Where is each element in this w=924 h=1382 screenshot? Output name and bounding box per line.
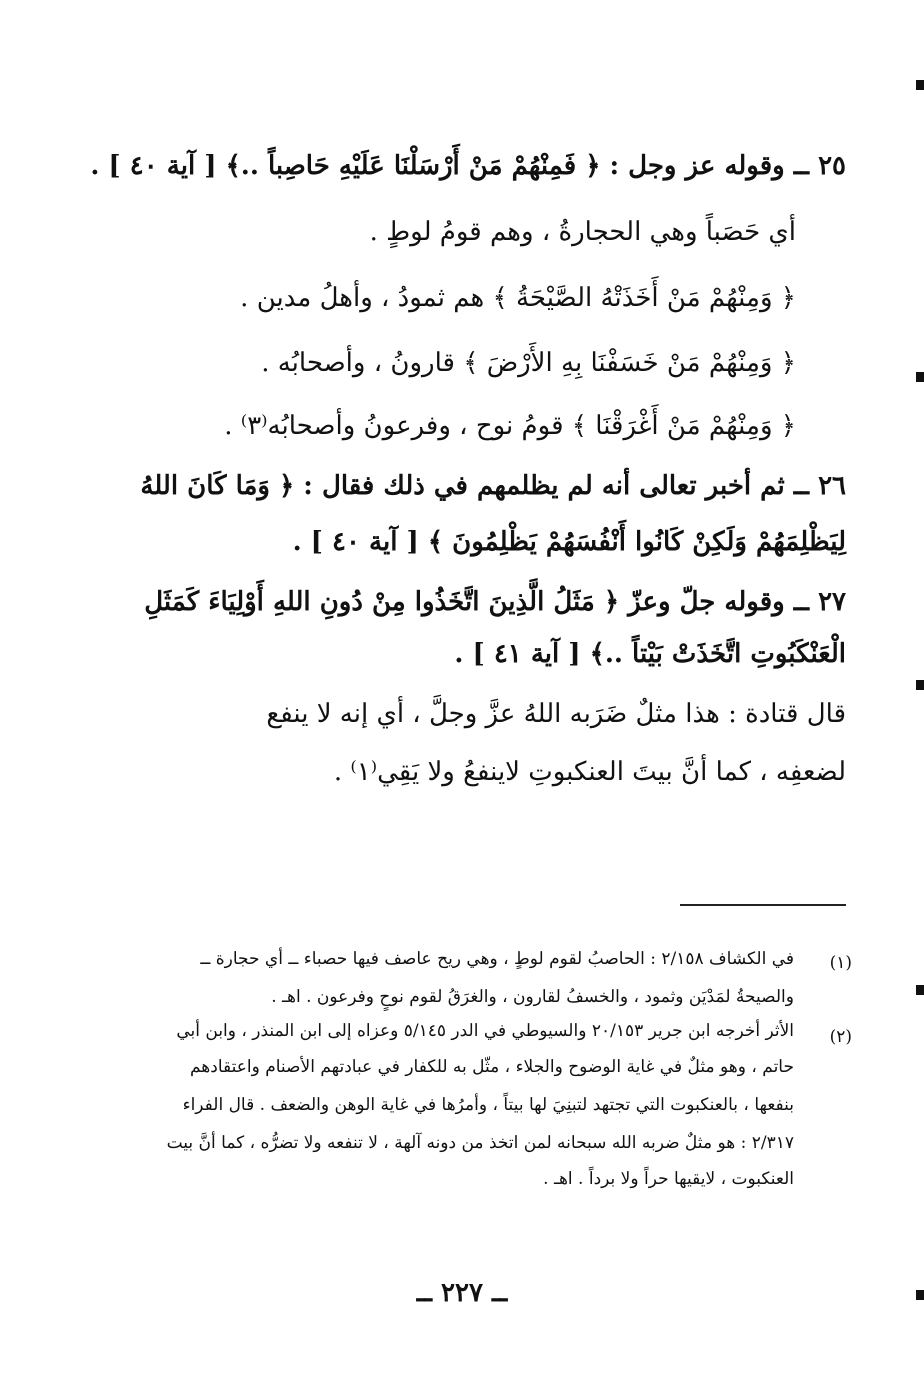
footnote-1-number: (١)	[829, 953, 852, 973]
para-27-line-1: ٢٧ ــ وقوله جلّ وعزّ ﴿ مَثَلُ الَّذِينَ اتَّخَذُوا مِنْ دُونِ اللهِ أَوْلِيَاءَ كَمَثَلِ	[144, 587, 846, 617]
scan-edge-mark	[916, 985, 924, 995]
qatada-line-2: لضعفِه ، كما أنَّ بيتَ العنكبوتِ لاينفعُ ولا يَقِي⁽١⁾ .	[333, 757, 846, 787]
qatada-line-1: قال قتادة : هذا مثلٌ ضَرَبه اللهُ عزَّ وجلَّ ، أي إنه لا ينفع	[266, 699, 846, 729]
para-27-line-2: الْعَنْكَبُوتِ اتَّخَذَتْ بَيْتاً ..﴾ [ آية ٤١ ] .	[454, 639, 846, 669]
para-26-line-2: لِيَظْلِمَهُمْ وَلَكِنْ كَانُوا أَنْفُسَهُمْ يَظْلِمُونَ ﴾ [ آية ٤٠ ] .	[292, 527, 846, 557]
footnote-1-line-2: والصيحةُ لمَدْيَن وثمود ، والخسفُ لقارون ، والغرَقُ لقوم نوحٍ وفرعون . اهـ .	[271, 987, 794, 1007]
scan-edge-mark	[916, 680, 924, 690]
scan-edge-mark	[916, 372, 924, 382]
footnote-2-line-1: الأثر أخرجه ابن جرير ٢٠/١٥٣ والسيوطي في الدر ٥/١٤٥ وعزاه إلى ابن المنذر ، وابن أبي	[176, 1021, 794, 1041]
scan-edge-mark	[916, 1290, 924, 1300]
page-number: ــ ٢٢٧ ــ	[416, 1278, 508, 1308]
footnote-2-number: (٢)	[829, 1027, 852, 1047]
para-26-line-1: ٢٦ ــ ثم أخبر تعالى أنه لم يظلمهم في ذلك فقال : ﴿ وَمَا كَانَ اللهُ	[140, 471, 846, 501]
footnote-2-line-5: العنكبوت ، لايقيها حراً ولا برداً . اهـ .	[543, 1169, 794, 1189]
para-25-line-1: ٢٥ ــ وقوله عز وجل : ﴿ فَمِنْهُمْ مَنْ أَرْسَلْنَا عَلَيْهِ حَاصِباً ..﴾ [ آية ٤٠ ] .	[90, 151, 846, 181]
para-25-line-2: أي حَصَباً وهي الحجارةُ ، وهم قومُ لوطٍ .	[369, 217, 796, 247]
scan-edge-mark	[916, 80, 924, 90]
para-25-line-5: ﴿ وَمِنْهُمْ مَنْ أَغْرَقْنَا ﴾ قومُ نوح ، وفرعونُ وأصحابُه⁽٣⁾ .	[224, 411, 796, 441]
para-25-line-3: ﴿ وَمِنْهُمْ مَنْ أَخَذَتْهُ الصَّيْحَةُ ﴾ هم ثمودُ ، وأهلُ مدين .	[240, 283, 796, 313]
footnote-2-line-4: ٢/٣١٧ : هو مثلٌ ضربه الله سبحانه لمن اتخذ من دونه آلهة ، لا تنفعه ولا تضرُّه ، كما أنَّ بيت	[166, 1133, 794, 1153]
footnote-1-line-1: في الكشاف ٢/١٥٨ : الحاصبُ لقوم لوطٍ ، وهي ريح عاصف فيها حصباء ــ أي حجارة ــ	[200, 949, 794, 969]
footnote-separator	[680, 904, 846, 906]
footnote-2-line-3: بنفعها ، بالعنكبوت التي تجتهد لتبنِيَ لها بيتاً ، وأمرُها في غاية الوهن والضعف . قال الفراء	[182, 1095, 794, 1115]
para-25-line-4: ﴿ وَمِنْهُمْ مَنْ خَسَفْنَا بِهِ الأَرْضَ ﴾ قارونُ ، وأصحابُه .	[261, 348, 796, 378]
footnote-2-line-2: حاتم ، وهو مثلٌ في غاية الوضوح والجلاء ، مثّل به للكفار في عبادتهم الأصنام واعتقادهم	[189, 1057, 794, 1077]
